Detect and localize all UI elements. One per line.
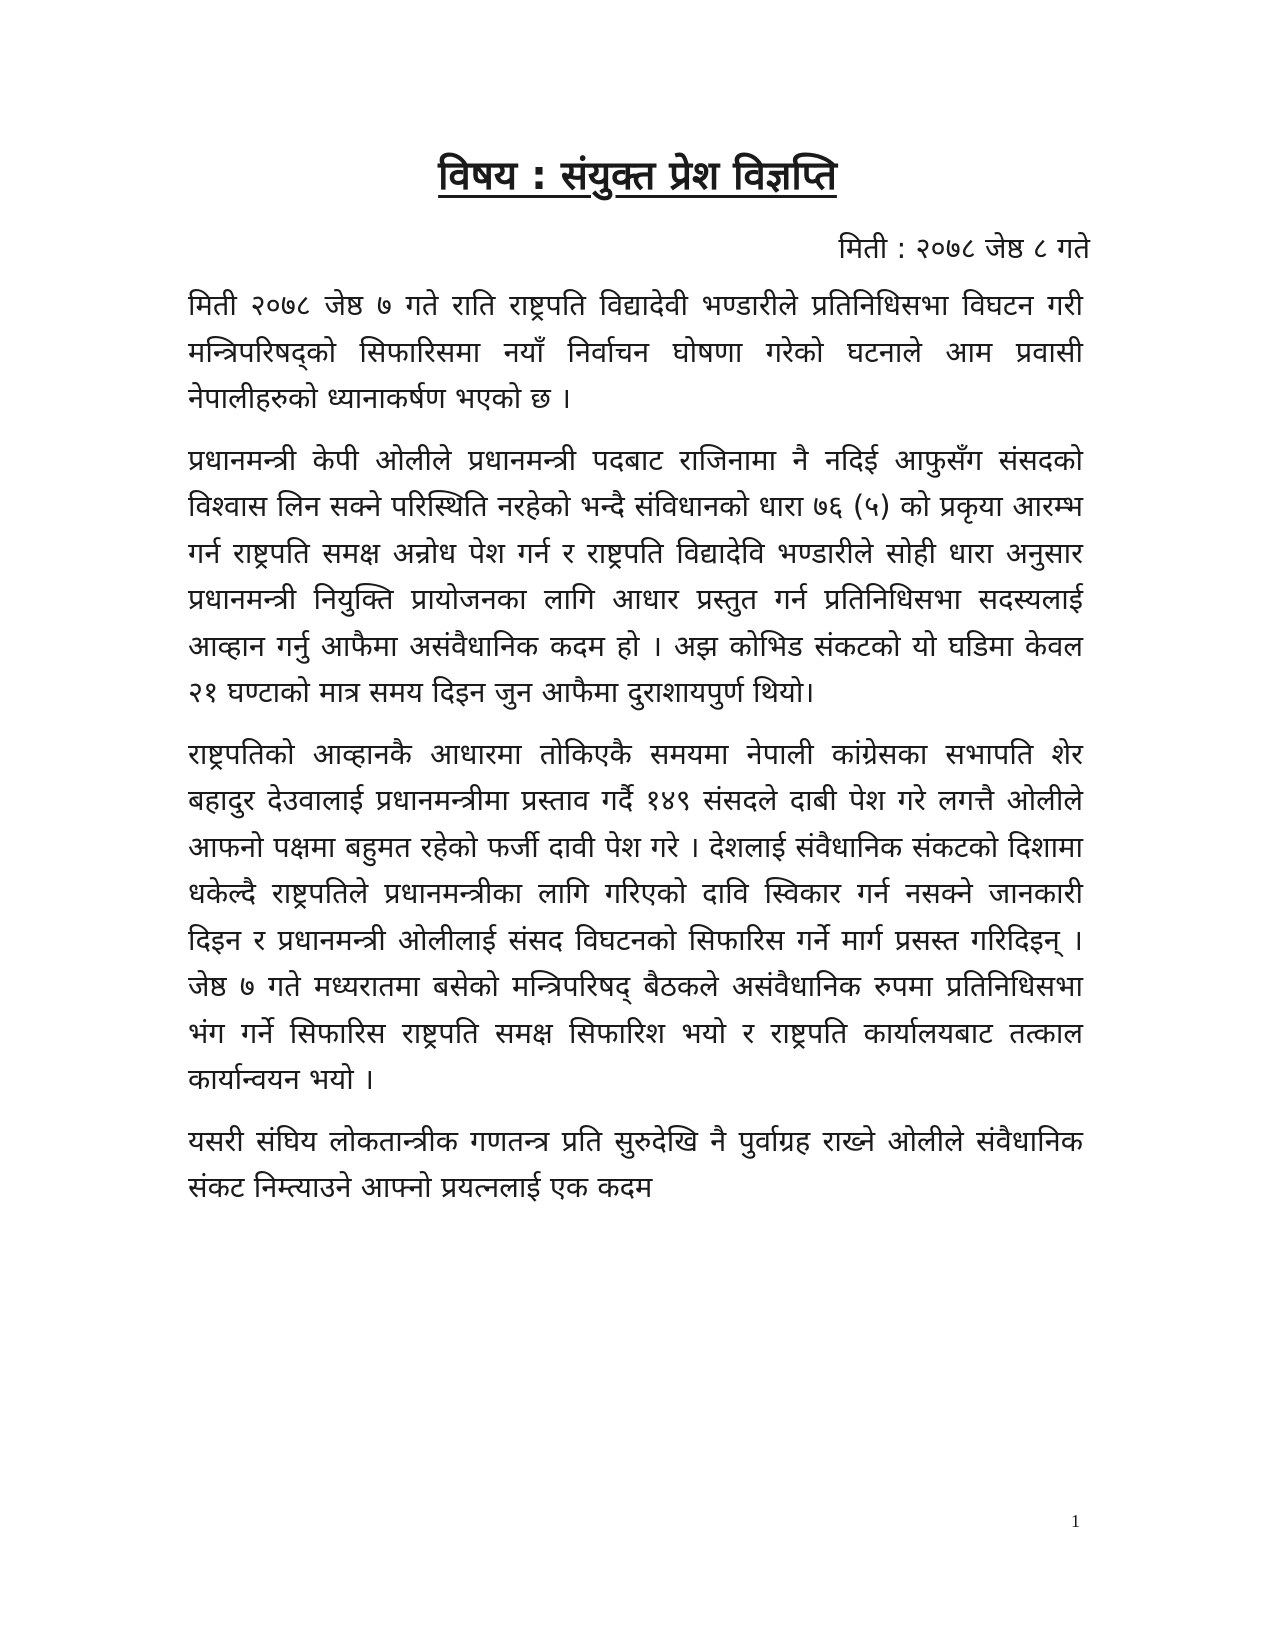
- document-date: मिती : २०७८ जेष्ठ ८ गते: [838, 231, 1090, 265]
- paragraph-3: राष्ट्रपतिको आव्हानकै आधारमा तोकिएकै समयमा नेपाली कांग्रेसका सभापति शेर बहादुर देउवालाई प्रधानमन्त्रीमा प्रस्ताव गर्दै १४९ संसदले दाबी पेश गरे लगत्तै ओलीले आफनो पक्षमा बहुमत रहेको फर्जी दावी पेश गरे । देशलाई संवैधानिक संकटको दिशामा धकेल्दै राष्ट्रपतिले प्रधानमन्त्रीका लागि गरिएको दावि स्विकार गर्न नसक्ने जानकारी दिइन र प्रधानमन्त्री ओलीलाई संसद विघटनको सिफारिस गर्ने मार्ग प्रसस्त गरिदिइन् । जेष्ठ ७ गते मध्यरातमा बसेको मन्त्रिपरिषद् बैठकले असंवैधानिक रुपमा प्रतिनिधिसभा भंग गर्ने सिफारिस राष्ट्रपति समक्ष सिफारिश भयो र राष्ट्रपति कार्यालयबाट तत्काल कार्यान्वयन भयो ।: [188, 736, 1083, 1096]
- page-number: 1: [1071, 1511, 1080, 1531]
- paragraph-2: प्रधानमन्त्री केपी ओलीले प्रधानमन्त्री पदबाट राजिनामा नै नदिई आफुसँग संसदको विश्वास लिन सक्ने परिस्थिति नरहेको भन्दै संविधानको धारा ७६ (५) को प्रकृया आरम्भ गर्न राष्ट्रपति समक्ष अन्रोध पेश गर्न र राष्ट्रपति विद्यादेवि भण्डारीले सोही धारा अनुसार प्रधानमन्त्री नियुक्ति प्रायोजनका लागि आधार प्रस्तुत गर्न प्रतिनिधिसभा सदस्यलाई आव्हान गर्नु आफैमा असंवैधानिक कदम हो । अझ कोभिड संकटको यो घडिमा केवल २१ घण्टाको मात्र समय दिइन जुन आफैमा दुराशायपुर्ण थियो।: [188, 442, 1083, 709]
- document-title-text: विषय : संयुक्त प्रेश विज्ञप्ति: [438, 153, 837, 199]
- document-body: [188, 282, 1083, 1226]
- paragraph-1: मिती २०७८ जेष्ठ ७ गते राति राष्ट्रपति विद्यादेवी भण्डारीले प्रतिनिधिसभा विघटन गरी मन्त्रिपरिषद्को सिफारिसमा नयाँ निर्वाचन घोषणा गरेको घटनाले आम प्रवासी नेपालीहरुको ध्यानाकर्षण भएको छ ।: [188, 288, 1083, 415]
- paragraph-4: यसरी संघिय लोकतान्त्रीक गणतन्त्र प्रति सुरुदेखि नै पुर्वाग्रह राख्ने ओलीले संवैधानिक संकट निम्त्याउने आफ्नो प्रयत्नलाई एक कदम: [188, 1123, 1083, 1204]
- document-title: [0, 148, 1275, 204]
